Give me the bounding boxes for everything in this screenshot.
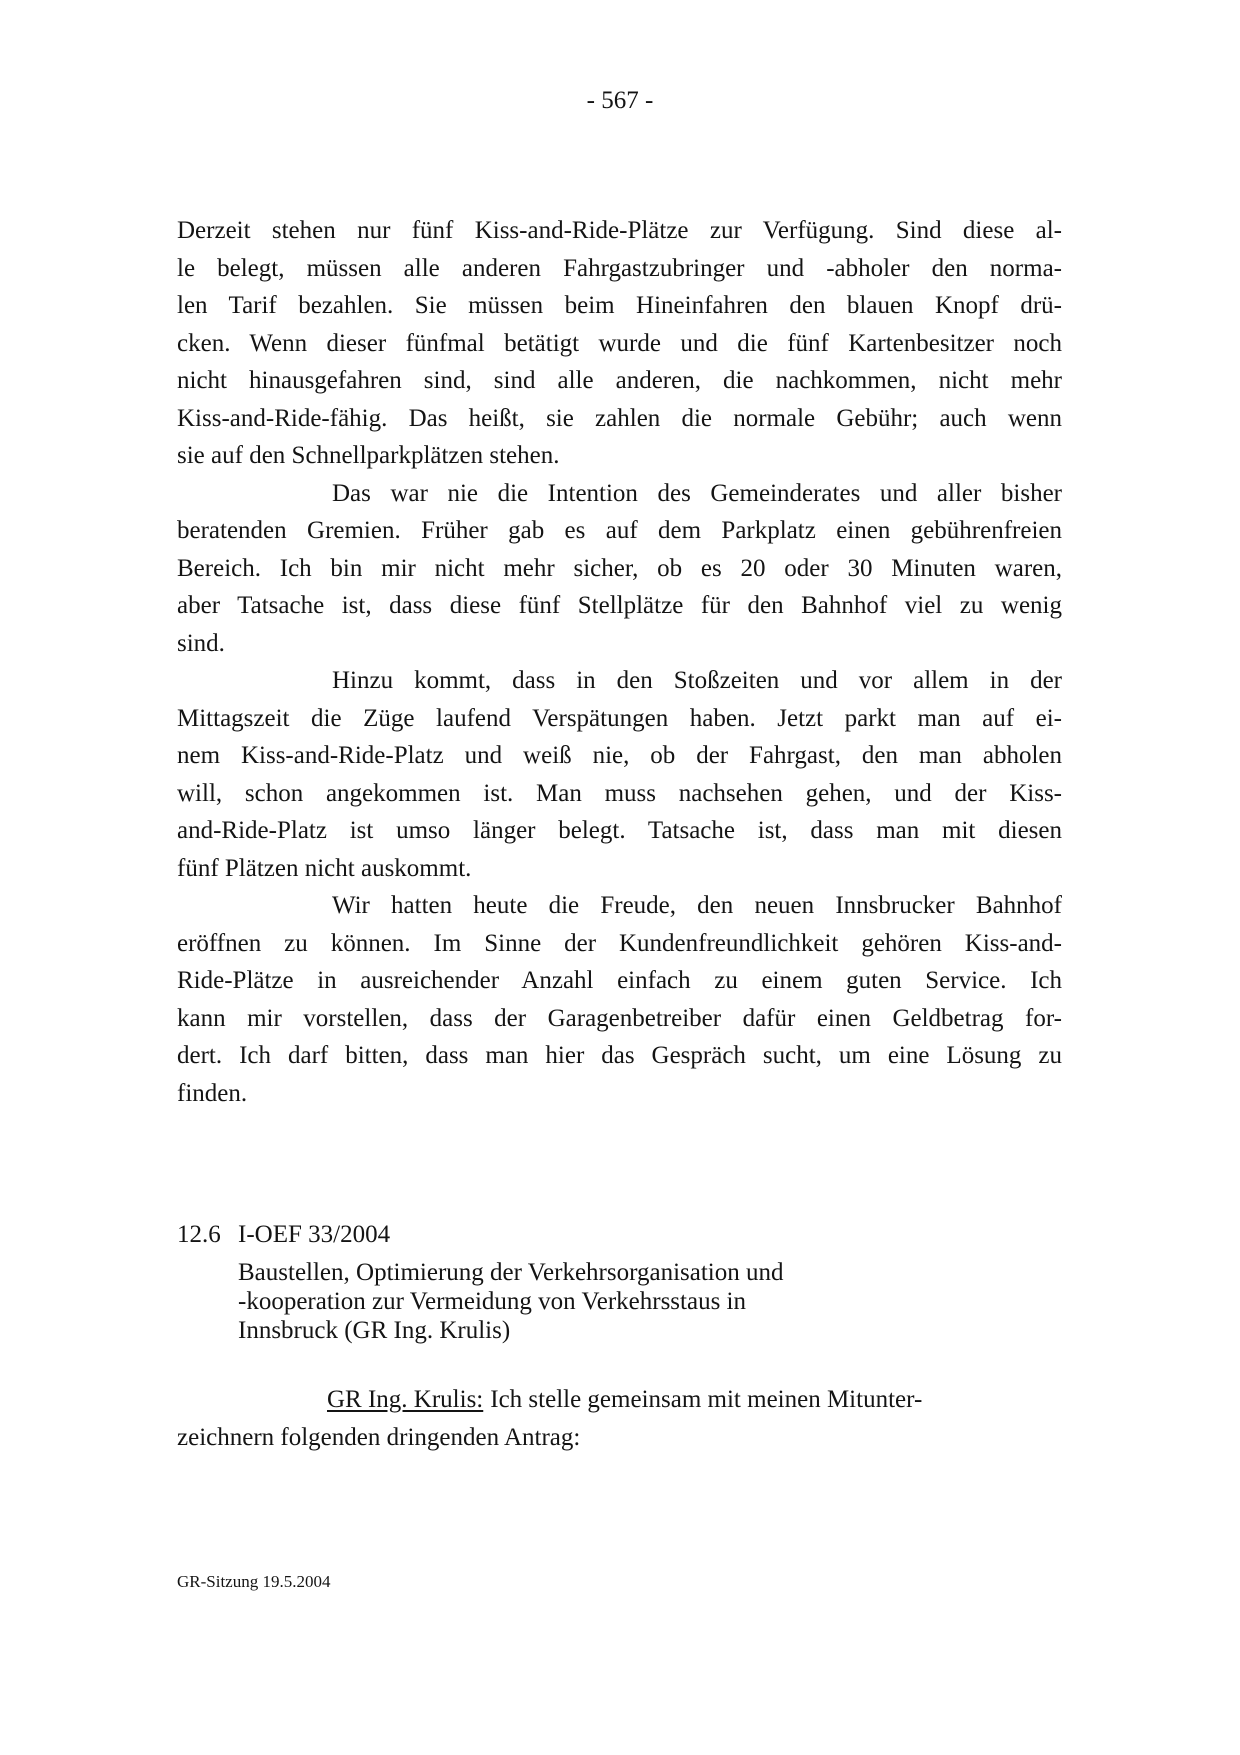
text-line: kann mir vorstellen, dass der Garagenbetreiber dafür einen Geldbetrag for- [177,1004,1062,1032]
text-line: and-Ride-Platz ist umso länger belegt. Tatsache ist, dass man mit diesen [177,817,1062,844]
text-line: Hinzu kommt, dass in den Stoßzeiten und vor allem in der [332,667,1062,694]
text-line: aber Tatsache ist, dass diese fünf Stellplätze für den Bahnhof viel zu wenig [177,592,1062,619]
paragraph [177,212,1062,475]
text-line: sie auf den Schnellparkplätzen stehen. [177,442,560,469]
speech-text: Ich stelle gemeinsam mit meinen Mitunter- [490,1386,923,1413]
title-line: Innsbruck (GR Ing. Krulis) [238,1316,511,1344]
page-number: - 567 - [586,87,654,114]
text-line: Das war nie die Intention des Gemeinderates und aller bisher [332,479,1062,507]
title-line: -kooperation zur Vermeidung von Verkehrsstaus in [238,1287,746,1315]
text-line: cken. Wenn dieser fünfmal betätigt wurde und die fünf Kartenbesitzer noch [177,329,1062,357]
agenda-item-code: I-OEF 33/2004 [238,1221,391,1248]
speech-paragraph [177,1381,1062,1456]
text-line: sind. [177,629,225,657]
text-line: Ride-Plätze in ausreichender Anzahl einfach zu einem guten Service. Ich [177,967,1062,994]
text-line: nicht hinausgefahren sind, sind alle anderen, die nachkommen, nicht mehr [177,367,1062,394]
paragraph [177,475,1062,663]
footer-session-note: GR-Sitzung 19.5.2004 [177,1572,331,1591]
speaker-name: GR Ing. Krulis: [327,1386,484,1413]
agenda-item-number-row [177,1216,1062,1254]
text-line: len Tarif bezahlen. Sie müssen beim Hineinfahren den blauen Knopf drü- [177,292,1062,319]
text-line: nem Kiss-and-Ride-Platz und weiß nie, ob der Fahrgast, den man abholen [177,742,1062,769]
text-line: dert. Ich darf bitten, dass man hier das Gespräch sucht, um eine Lösung zu [177,1042,1062,1069]
text-line: Kiss-and-Ride-fähig. Das heißt, sie zahlen die normale Gebühr; auch wenn [177,404,1062,432]
text-line: fünf Plätzen nicht auskommt. [177,854,472,882]
text-line: Mittagszeit die Züge laufend Verspätungen haben. Jetzt parkt man auf ei- [177,704,1062,732]
title-line: Baustellen, Optimierung der Verkehrsorganisation und [238,1258,784,1286]
text-line: eröffnen zu können. Im Sinne der Kundenfreundlichkeit gehören Kiss-and- [177,929,1062,957]
paragraph [177,887,1062,1112]
agenda-item-number: 12.6 [177,1221,221,1248]
text-line: le belegt, müssen alle anderen Fahrgastzubringer und -abholer den norma- [177,254,1062,282]
speech-last-line: zeichnern folgenden dringenden Antrag: [177,1423,581,1451]
text-line: Wir hatten heute die Freude, den neuen Innsbrucker Bahnhof [332,892,1062,919]
agenda-item-heading [177,1216,1062,1345]
paragraph [177,662,1062,887]
text-line: finden. [177,1079,248,1107]
text-line: beratenden Gremien. Früher gab es auf dem Parkplatz einen gebührenfreien [177,517,1062,544]
agenda-item-title [238,1258,1062,1345]
text-line: Bereich. Ich bin mir nicht mehr sicher, ob es 20 oder 30 Minuten waren, [177,554,1062,582]
text-line: Derzeit stehen nur fünf Kiss-and-Ride-Plätze zur Verfügung. Sind diese al- [177,217,1062,244]
body-text [177,212,1062,1112]
speech-first-line [177,1381,1062,1419]
text-line: will, schon angekommen ist. Man muss nachsehen gehen, und der Kiss- [177,779,1062,807]
